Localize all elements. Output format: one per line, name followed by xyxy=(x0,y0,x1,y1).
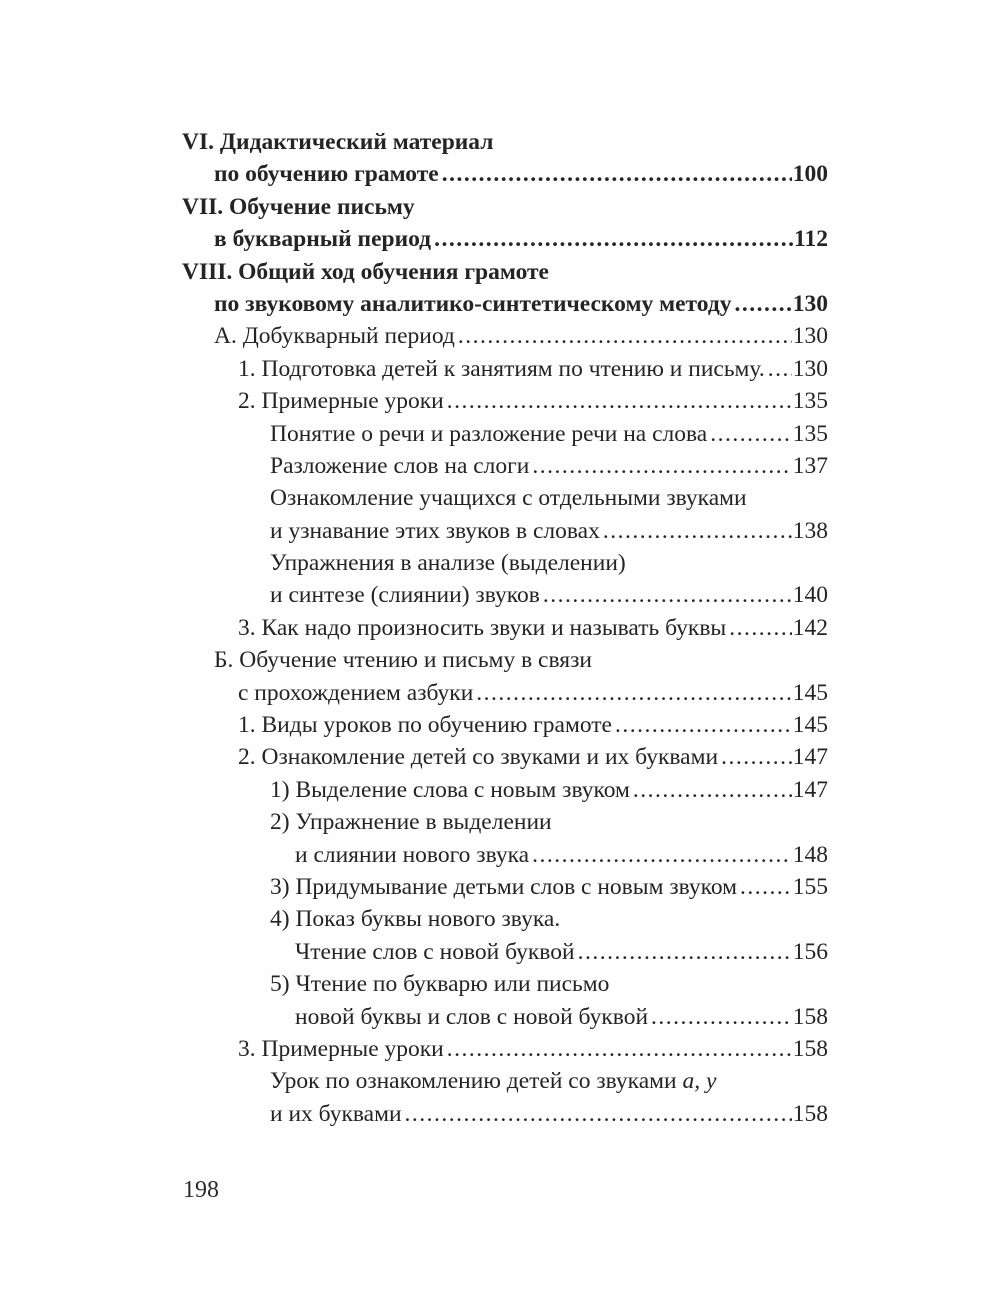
toc-entry xyxy=(182,450,828,482)
toc-entry-title: новой буквы и слов с новой буквой xyxy=(295,1003,649,1030)
toc-entry-title: 3) Придумывание детьми слов с новым звуком xyxy=(270,873,738,900)
toc-entry-title: 1. Подготовка детей к занятиям по чтению и письму. xyxy=(238,355,765,382)
toc-entry-page-number: 158 xyxy=(792,1003,828,1030)
toc-entry-title: VIII. Общий ход обучения грамоте xyxy=(182,258,549,285)
toc-entry-title: и узнавание этих звуков в словах xyxy=(270,517,600,544)
dot-leader xyxy=(721,741,792,773)
toc-entry-title: 3. Как надо произносить звуки и называть буквы xyxy=(238,614,727,641)
toc-entry-page-number: 145 xyxy=(792,712,828,739)
dot-leader xyxy=(532,450,791,482)
toc-entry xyxy=(182,547,828,579)
toc-entry xyxy=(182,515,828,547)
toc-entry xyxy=(182,126,828,158)
toc-entry-page-number: 142 xyxy=(792,614,828,641)
toc-entry-title: Упражнения в анализе (выделении) xyxy=(270,550,626,577)
dot-leader xyxy=(603,515,792,547)
dot-leader xyxy=(405,1098,792,1130)
toc-entry xyxy=(182,288,828,320)
toc-entry-page-number: 135 xyxy=(792,420,828,447)
toc-entry-page-number: 145 xyxy=(792,679,828,706)
toc-entry-title: 4) Показ буквы нового звука. xyxy=(270,906,561,933)
toc-entry xyxy=(182,903,828,935)
toc-entry-title: и синтезе (слиянии) звуков xyxy=(270,582,540,609)
toc-entry-title: 1. Виды уроков по обучению грамоте xyxy=(238,712,612,739)
toc-entry xyxy=(182,871,828,903)
toc-entry xyxy=(182,968,828,1000)
toc-entry-page-number: 147 xyxy=(792,744,828,771)
toc-entry xyxy=(182,936,828,968)
toc-entry xyxy=(182,256,828,288)
toc-entry-title: Б. Обучение чтению и письму в связи xyxy=(214,647,592,674)
toc-entry-page-number: 148 xyxy=(792,841,828,868)
toc-entry xyxy=(182,385,828,417)
dot-leader xyxy=(434,223,793,255)
dot-leader xyxy=(447,1033,792,1065)
toc-entry-title: Ознакомление учащихся с отдельными звуками xyxy=(270,485,747,512)
toc-entry-title: 1) Выделение слова с новым звуком xyxy=(270,776,630,803)
toc-entry-title: и их буквами xyxy=(270,1100,402,1127)
dot-leader xyxy=(615,709,792,741)
toc-entry-title: 2. Примерные уроки xyxy=(238,388,444,415)
toc-entry-page-number: 158 xyxy=(792,1100,828,1127)
toc-entry-title: 2) Упражнение в выделении xyxy=(270,809,552,836)
toc-entry xyxy=(182,353,828,385)
page-number: 198 xyxy=(183,1177,219,1203)
dot-leader xyxy=(651,1001,792,1033)
toc-entry-title: по обучению грамоте xyxy=(214,161,439,188)
toc-entry-page-number: 158 xyxy=(792,1035,828,1062)
toc-entry-page-number: 112 xyxy=(794,226,828,253)
toc-entry-page-number: 140 xyxy=(792,582,828,609)
dot-leader xyxy=(740,871,792,903)
toc-entry xyxy=(182,677,828,709)
toc-entry-title: VII. Обучение письму xyxy=(182,193,415,220)
toc-entry xyxy=(182,1033,828,1065)
dot-leader xyxy=(578,936,792,968)
toc-entry xyxy=(182,223,828,255)
toc-entry-title: А. Добукварный период xyxy=(214,323,455,350)
toc-entry xyxy=(182,482,828,514)
toc-entry-title: Урок по ознакомлению детей со звуками а, у xyxy=(270,1068,717,1095)
dot-leader xyxy=(729,612,792,644)
toc-entry xyxy=(182,1065,828,1097)
toc-entry-title: и слиянии нового звука xyxy=(295,841,530,868)
toc-entry-title: с прохождением азбуки xyxy=(238,679,474,706)
dot-leader xyxy=(768,353,792,385)
toc-entry-page-number: 130 xyxy=(792,355,828,382)
toc-entry-title: 2. Ознакомление детей со звуками и их буквами xyxy=(238,744,719,771)
toc-entry-title: 3. Примерные уроки xyxy=(238,1035,444,1062)
toc-entry xyxy=(182,709,828,741)
toc-entry-title: VI. Дидактический материал xyxy=(182,129,494,155)
dot-leader xyxy=(442,158,792,190)
toc-entry-title: Понятие о речи и разложение речи на слова xyxy=(270,420,708,447)
toc-entry xyxy=(182,320,828,352)
toc-entry xyxy=(182,612,828,644)
toc-entry xyxy=(182,158,828,190)
toc-entry xyxy=(182,579,828,611)
toc-entry xyxy=(182,644,828,676)
toc-entry-page-number: 155 xyxy=(792,873,828,900)
toc-entry-title: по звуковому аналитико-синтетическому методу xyxy=(214,290,732,317)
toc-entry xyxy=(182,1001,828,1033)
toc-entry-page-number: 147 xyxy=(792,776,828,803)
toc-entry xyxy=(182,191,828,223)
dot-leader xyxy=(476,677,791,709)
toc-entry-page-number: 130 xyxy=(792,323,828,350)
toc-entry-title: Чтение слов с новой буквой xyxy=(295,938,575,965)
dot-leader xyxy=(447,385,792,417)
toc-entry xyxy=(182,806,828,838)
toc-entry-page-number: 100 xyxy=(792,161,828,188)
toc-entry xyxy=(182,418,828,450)
toc-entry-title: 5) Чтение по букварю или письмо xyxy=(270,971,610,998)
toc-entry-page-number: 137 xyxy=(792,452,828,479)
dot-leader xyxy=(710,418,792,450)
dot-leader xyxy=(532,839,792,871)
toc-entry-page-number: 135 xyxy=(792,388,828,415)
toc-entry-page-number: 138 xyxy=(792,517,828,544)
dot-leader xyxy=(458,320,792,352)
dot-leader xyxy=(543,579,792,611)
table-of-contents xyxy=(182,126,828,1130)
dot-leader xyxy=(633,774,792,806)
toc-entry-title: в букварный период xyxy=(214,226,432,253)
toc-entry xyxy=(182,741,828,773)
toc-entry xyxy=(182,774,828,806)
toc-entry xyxy=(182,1098,828,1130)
toc-entry-page-number: 156 xyxy=(792,938,828,965)
dot-leader xyxy=(734,288,791,320)
toc-entry xyxy=(182,839,828,871)
toc-entry-title: Разложение слов на слоги xyxy=(270,452,530,479)
toc-entry-page-number: 130 xyxy=(792,290,828,317)
